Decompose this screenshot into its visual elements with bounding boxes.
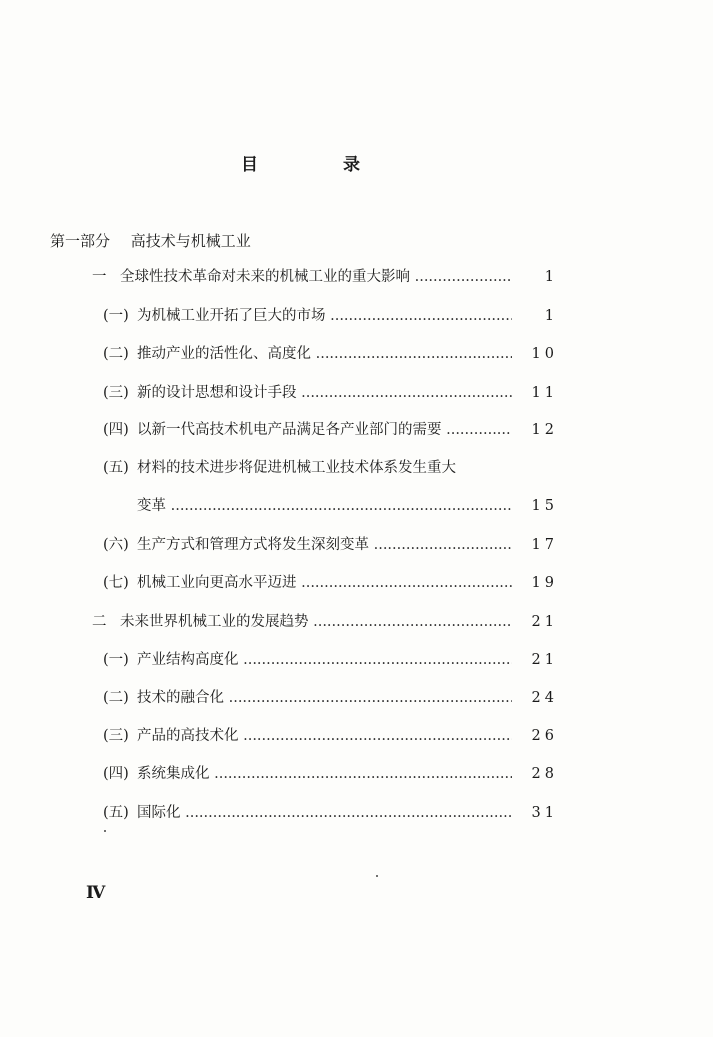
toc-entry-text: 材料的技术进步将促进机械工业技术体系发生重大 [137, 460, 456, 476]
toc-entry-page: 10 [531, 346, 558, 362]
toc-entry-marker: 二 [92, 614, 107, 630]
toc-entry-marker: (一) [103, 652, 129, 668]
scan-speck [104, 830, 106, 832]
toc-entry-text: 系统集成化 ..... [137, 762, 512, 786]
toc-entry-text: 为机械工业开拓了巨大的市场 ..... [137, 304, 512, 328]
toc-entry [103, 381, 558, 405]
toc-entry-page: 1 [544, 308, 558, 324]
toc-entry-page: 31 [531, 805, 558, 821]
page-number-roman: Ⅳ [86, 883, 106, 903]
toc-entry-text: 生产方式和管理方式将发生深刻变革 ..... [137, 533, 512, 557]
toc-entry-text: 产业结构高度化 ..... [137, 648, 512, 672]
toc-entry [103, 304, 558, 328]
toc-entry [103, 762, 558, 786]
toc-entry-page: 24 [531, 690, 558, 706]
toc-entry-text: 推动产业的活性化、高度化 ..... [137, 342, 512, 366]
toc-entry-text: 技术的融合化 ..... [137, 686, 512, 710]
toc-entry-page: 1 [544, 269, 558, 285]
toc-entry [103, 686, 558, 710]
toc-entry-marker: (五) [103, 460, 129, 476]
toc-entry-text: 变革 ..... [137, 494, 512, 518]
toc-entry-page: 12 [531, 422, 558, 438]
toc-entry [103, 533, 558, 557]
toc-entry-marker: (七) [103, 575, 129, 591]
toc-entry-marker: (二) [103, 690, 129, 706]
toc-entry-page: 17 [531, 537, 558, 553]
toc-entry-text: 以新一代高技术机电产品满足各产业部门的需要 ..... [137, 418, 512, 442]
toc-entry-text: 机械工业向更高水平迈进 ..... [137, 571, 512, 595]
toc-title-char-1: 目 [241, 155, 258, 175]
toc-entry-text: 未来世界机械工业的发展趋势 ..... [120, 610, 512, 634]
toc-entry [103, 801, 558, 825]
toc-entry [103, 724, 558, 748]
toc-entry [103, 648, 558, 672]
toc-entry-page: 21 [531, 614, 558, 630]
toc-entry-marker: (一) [103, 308, 129, 324]
toc-entry-text: 国际化 ..... [137, 801, 512, 825]
part-label: 第一部分 [50, 232, 111, 250]
toc-entry-page: 26 [531, 728, 558, 744]
toc-entry [103, 342, 558, 366]
toc-entry-marker: (三) [103, 385, 129, 401]
toc-entry [92, 265, 558, 289]
toc-entry-marker: (三) [103, 728, 129, 744]
toc-entry [103, 494, 558, 518]
toc-entry [92, 610, 558, 634]
toc-entry [103, 418, 558, 442]
scan-speck [376, 875, 378, 877]
part-name: 高技术与机械工业 [130, 232, 251, 250]
toc-entry-page: 19 [531, 575, 558, 591]
toc-entry-marker: (六) [103, 537, 129, 553]
toc-entry-page: 11 [531, 385, 558, 401]
toc-entry-page: 28 [531, 766, 558, 782]
toc-entry-marker: (五) [103, 805, 129, 821]
toc-entry [103, 456, 558, 480]
toc-entry-marker: (四) [103, 766, 129, 782]
toc-title [0, 150, 713, 180]
toc-title-char-2: 录 [343, 155, 360, 175]
toc-entry [103, 571, 558, 595]
toc-entry-marker: (四) [103, 422, 129, 438]
toc-entry-page: 21 [531, 652, 558, 668]
toc-entry-marker: (二) [103, 346, 129, 362]
toc-entry-page: 15 [531, 498, 558, 514]
part-heading [50, 230, 251, 251]
toc-entry-text: 新的设计思想和设计手段 ..... [137, 381, 512, 405]
toc-entry-text: 产品的高技术化 ..... [137, 724, 512, 748]
toc-entry-text: 全球性技术革命对未来的机械工业的重大影响 ..... [120, 265, 512, 289]
toc-entry-marker: 一 [92, 269, 107, 285]
